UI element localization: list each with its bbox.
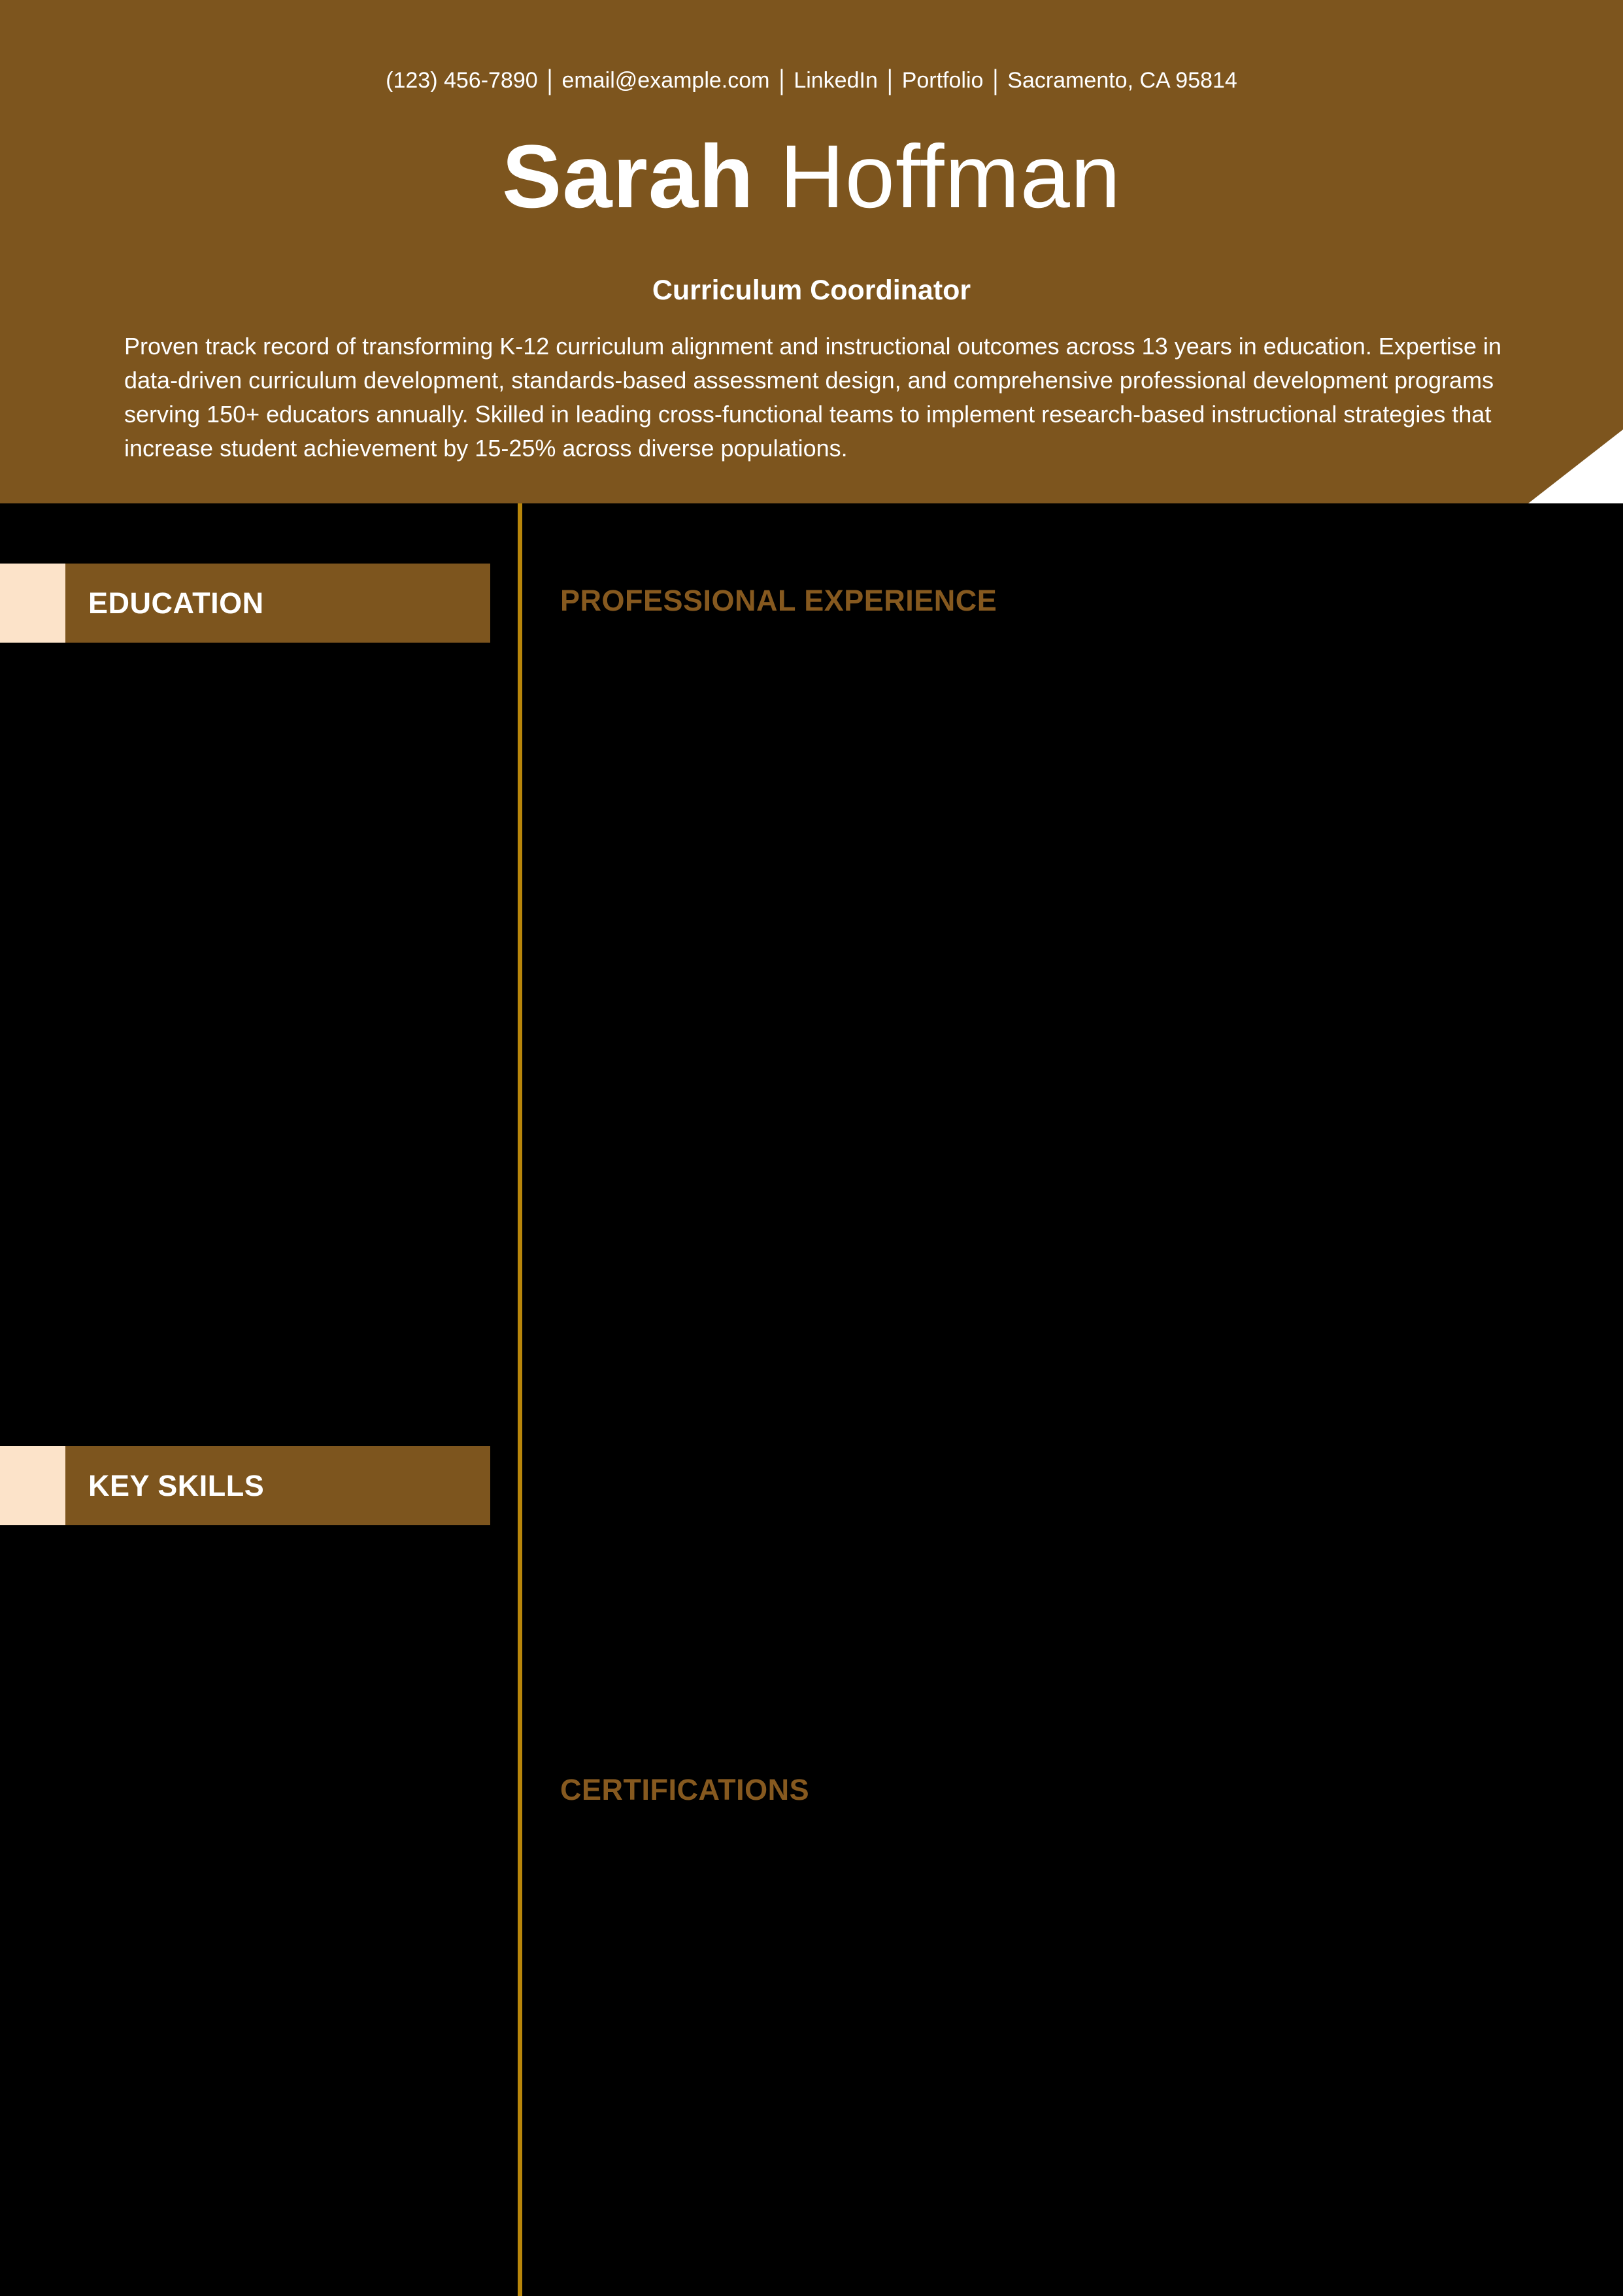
key-skills-section-label: KEY SKILLS	[88, 1468, 265, 1502]
education-section-header	[0, 564, 490, 643]
portfolio-link: Portfolio	[901, 68, 984, 93]
key-skills-section-header	[0, 1446, 490, 1525]
corner-cut-decoration	[1528, 430, 1623, 503]
location-text: Sacramento, CA 95814	[1007, 68, 1237, 93]
certifications-heading: CERTIFICATIONS	[560, 1773, 810, 1806]
education-section-label: EDUCATION	[88, 586, 264, 620]
professional-experience-heading: PROFESSIONAL EXPERIENCE	[560, 584, 997, 617]
job-title: Curriculum Coordinator	[652, 275, 971, 306]
phone-number: (123) 456-7890	[386, 68, 538, 93]
candidate-name	[0, 124, 1623, 230]
key-skills-section-bar	[65, 1446, 490, 1525]
cream-accent-block	[0, 564, 65, 643]
education-section-bar	[65, 564, 490, 643]
resume-header	[0, 0, 1623, 503]
contact-separator: |	[992, 65, 999, 96]
contact-line	[0, 65, 1623, 96]
contact-separator: |	[886, 65, 893, 96]
professional-summary: Proven track record of transforming K-12 curriculum alignment and instructional outcomes across 13 years in education. Expertise in data-driven curriculum development, standards-based assessment design, and comprehensive professional development programs serving 150+ educators annually. Skilled in leading cross-functional teams to implement research-based instructional strategies that increase student achievement by 15-25% across diverse populations.	[124, 333, 1501, 462]
candidate-last-name: Hoffman	[779, 127, 1122, 227]
contact-separator: |	[778, 65, 785, 96]
linkedin-link: LinkedIn	[794, 68, 878, 93]
email-address: email@example.com	[561, 68, 770, 93]
candidate-first-name: Sarah	[501, 127, 754, 227]
column-divider-line	[518, 503, 522, 2296]
cream-accent-block	[0, 1446, 65, 1525]
contact-separator: |	[546, 65, 553, 96]
